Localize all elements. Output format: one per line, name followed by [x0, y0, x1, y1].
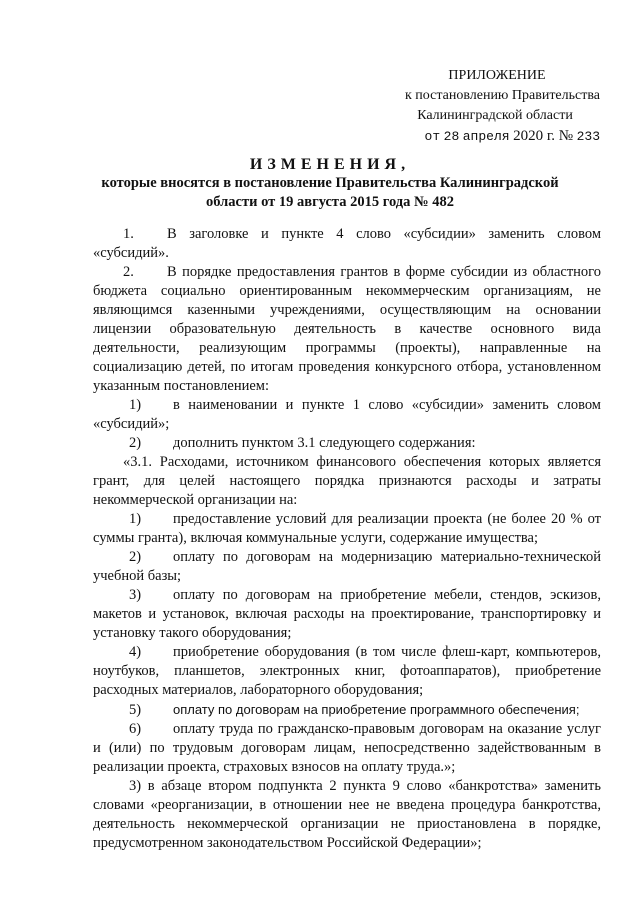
paragraph-1-text: В заголовке и пункте 4 слово «субсидии» заменить словом «субсидий».: [93, 226, 601, 261]
quote-item-4-text: приобретение оборудования (в том числе флеш-карт, компьютеров, ноутбуков, планшетов, электронных книг, фотоаппаратов), приобретение расходных материалов, лабораторного оборудования;: [93, 644, 601, 698]
paragraph-1-number: 1.: [123, 226, 134, 242]
quote-item-3: [93, 586, 601, 643]
quote-item-6-text: оплату труда по гражданско-правовым договорам на оказание услуг и (или) по трудовым договорам лицам, непосредственно задействованным в реализации проекта, страховых взносов на оплату труда.»;: [93, 721, 601, 775]
quote-item-5-number: 5): [129, 702, 142, 718]
title-sub-2: области от 19 августа 2015 года № 482: [206, 194, 454, 210]
date-month: апреля: [462, 129, 510, 144]
subitem-1: [93, 396, 601, 434]
date-number: 233: [576, 129, 600, 144]
quote-item-4-number: 4): [129, 644, 142, 660]
quote-item-1-number: 1): [129, 511, 142, 527]
quote-item-5: [93, 700, 601, 720]
quote-item-6-number: 6): [129, 721, 142, 737]
document-body: [93, 225, 601, 853]
subitem-2-number: 2): [129, 435, 142, 451]
document-title: [60, 155, 600, 212]
quote-item-2-text: оплату по договорам на модернизацию материально-технической учебной базы;: [93, 549, 601, 584]
appendix-header: [370, 66, 600, 147]
quote-item-1: [93, 510, 601, 548]
quote-item-6: [93, 720, 601, 777]
quote-item-3-text: оплату по договорам на приобретение мебели, стендов, эскизов, макетов и установок, включая расходы на проектирование, транспортировку и установку такого оборудования;: [93, 587, 601, 641]
appendix-line-1: к постановлению Правительства: [404, 88, 600, 103]
subitem-1-text: в наименовании и пункте 1 слово «субсидии» заменить словом «субсидий»;: [93, 397, 601, 432]
paragraph-2-number: 2.: [123, 264, 134, 280]
date-day: 28: [443, 129, 460, 144]
quote-item-1-text: предоставление условий для реализации проекта (не более 20 % от суммы гранта), включая коммунальные услуги, содержание имущества;: [93, 511, 601, 546]
appendix-title: ПРИЛОЖЕНИЕ: [448, 68, 546, 83]
subitem-2-text: дополнить пунктом 3.1 следующего содержания:: [173, 435, 476, 451]
title-main: ИЗМЕНЕНИЯ,: [249, 156, 411, 173]
appendix-line-2: Калининградской области: [417, 108, 573, 123]
quote-item-4: [93, 643, 601, 700]
quote-item-2: [93, 548, 601, 586]
quote-intro: «3.1. Расходами, источником финансового обеспечения которых является грант, для целей настоящего порядка признаются расходы и затраты некоммерческой организации на:: [93, 454, 601, 508]
appendix-date-line: [370, 126, 600, 147]
quote-item-5-text: оплату по договорам на приобретение программного обеспечения;: [173, 702, 580, 717]
date-year: 2020 г. №: [513, 128, 574, 144]
title-sub-1: которые вносятся в постановление Правительства Калининградской: [101, 175, 559, 191]
paragraph-2-text: В порядке предоставления грантов в форме субсидии из областного бюджета социально ориентированным некоммерческим организациям, не являющимся казенными учреждениями, осуществляющим на основании лицензии образовательную деятельность в качестве основного вида деятельности, реализующим программы (проекты), направленные на социализацию детей, по итогам проведения конкурсного отбора, установленном указанным постановлением:: [93, 264, 601, 394]
quote-item-2-number: 2): [129, 549, 142, 565]
date-prefix: от: [424, 129, 441, 144]
subitem-3: 3) в абзаце втором подпункта 2 пункта 9 слово «банкротства» заменить словами «реорганизации, в отношении нее не введена процедура банкротства, деятельность некоммерческой организации не приостановлена в порядке, предусмотренном законодательством Российской Федерации»;: [93, 778, 601, 851]
paragraph-1: [93, 225, 601, 263]
paragraph-2: [93, 263, 601, 396]
subitem-2: [93, 434, 601, 453]
subitem-1-number: 1): [129, 397, 142, 413]
quote-item-3-number: 3): [129, 587, 142, 603]
